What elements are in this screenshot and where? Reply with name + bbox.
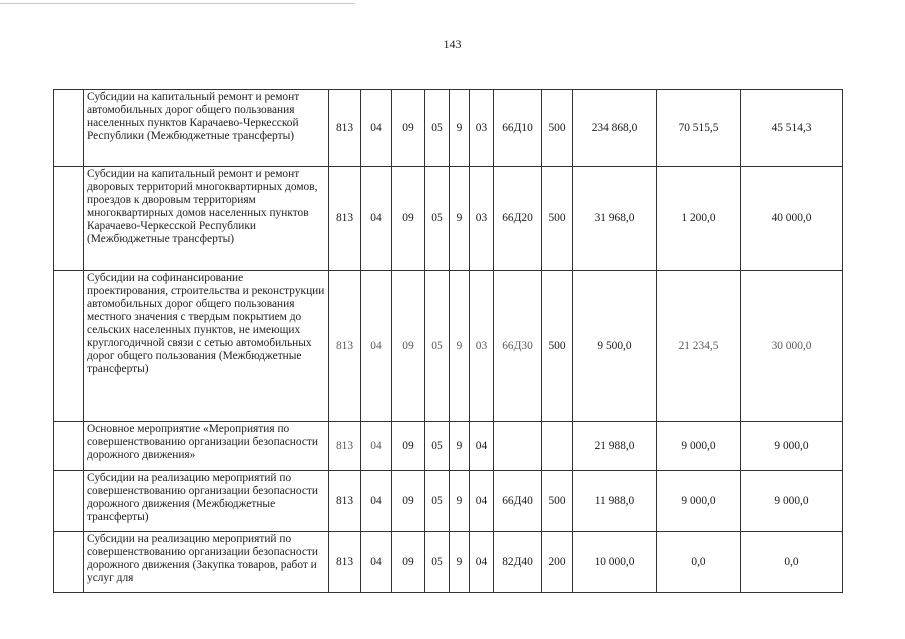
direction-code: 66Д20 [494,167,542,271]
expense-name: Субсидии на капитальный ремонт и ремонт автомобильных дорог общего пользования населенных пунктов Карачаево-Черкесской Республики (Межбюджетные трансферты) [84,90,329,167]
subprogram-code: 9 [450,471,470,532]
direction-code: 82Д40 [494,532,542,593]
amount-year-2: 1 200,0 [657,167,741,271]
subsection-code: 09 [392,532,425,593]
subsection-code: 09 [392,271,425,422]
subprogram-code: 9 [450,532,470,593]
amount-year-3: 9 000,0 [741,422,843,471]
program-code: 05 [425,422,450,471]
program-code: 05 [425,271,450,422]
subsection-code: 09 [392,90,425,167]
subprogram-code: 9 [450,422,470,471]
expense-type-code: 500 [542,271,573,422]
event-code: 04 [470,422,494,471]
subprogram-code: 9 [450,271,470,422]
ministry-code: 813 [329,271,361,422]
amount-year-3: 9 000,0 [741,471,843,532]
expense-name: Основное мероприятие «Мероприятия по совершенствованию организации безопасности дорожного движения» [84,422,329,471]
ministry-code: 813 [329,471,361,532]
section-code: 04 [361,532,392,593]
table-row [54,532,843,593]
table-row [54,471,843,532]
subsection-code: 09 [392,422,425,471]
program-code: 05 [425,90,450,167]
direction-code: 66Д40 [494,471,542,532]
subprogram-code: 9 [450,90,470,167]
amount-year-3: 30 000,0 [741,271,843,422]
event-code: 03 [470,271,494,422]
expense-name: Субсидии на капитальный ремонт и ремонт дворовых территорий многоквартирных домов, проездов к дворовым территориям многоквартирных домов населенных пунктов Карачаево-Черкесской Республики (Межбюджетные трансферты) [84,167,329,271]
amount-year-3: 40 000,0 [741,167,843,271]
table-row [54,167,843,271]
row-index-cell [54,167,84,271]
direction-code: 66Д30 [494,271,542,422]
ministry-code: 813 [329,422,361,471]
subsection-code: 09 [392,471,425,532]
expense-name: Субсидии на софинансирование проектирования, строительства и реконструкции автомобильных дорог общего пользования местного значения с твердым покрытием до сельских населенных пунктов, не имеющих круглогодичной связи с сетью автомобильных дорог общего пользования (Межбюджетные трансферты) [84,271,329,422]
section-code: 04 [361,271,392,422]
expense-type-code: 500 [542,471,573,532]
direction-code: 66Д10 [494,90,542,167]
expense-type-code [542,422,573,471]
section-code: 04 [361,90,392,167]
ministry-code: 813 [329,167,361,271]
subsection-code: 09 [392,167,425,271]
table-row [54,422,843,471]
expense-type-code: 200 [542,532,573,593]
table-row [54,271,843,422]
direction-code [494,422,542,471]
program-code: 05 [425,167,450,271]
amount-year-3: 45 514,3 [741,90,843,167]
event-code: 03 [470,167,494,271]
section-code: 04 [361,422,392,471]
amount-year-1: 9 500,0 [573,271,657,422]
event-code: 04 [470,532,494,593]
expense-type-code: 500 [542,90,573,167]
amount-year-1: 10 000,0 [573,532,657,593]
ministry-code: 813 [329,90,361,167]
expense-name: Субсидии на реализацию мероприятий по совершенствованию организации безопасности дорожного движения (Закупка товаров, работ и услуг для [84,532,329,593]
budget-table [53,89,843,593]
row-index-cell [54,532,84,593]
row-index-cell [54,471,84,532]
amount-year-3: 0,0 [741,532,843,593]
table-row [54,90,843,167]
page-number: 143 [443,37,462,51]
amount-year-1: 31 968,0 [573,167,657,271]
subprogram-code: 9 [450,167,470,271]
event-code: 03 [470,90,494,167]
row-index-cell [54,422,84,471]
amount-year-1: 21 988,0 [573,422,657,471]
section-code: 04 [361,471,392,532]
amount-year-1: 11 988,0 [573,471,657,532]
section-code: 04 [361,167,392,271]
program-code: 05 [425,532,450,593]
amount-year-1: 234 868,0 [573,90,657,167]
amount-year-2: 70 515,5 [657,90,741,167]
amount-year-2: 9 000,0 [657,422,741,471]
event-code: 04 [470,471,494,532]
expense-name: Субсидии на реализацию мероприятий по совершенствованию организации безопасности дорожного движения (Межбюджетные трансферты) [84,471,329,532]
ministry-code: 813 [329,532,361,593]
program-code: 05 [425,471,450,532]
row-index-cell [54,271,84,422]
row-index-cell [54,90,84,167]
amount-year-2: 21 234,5 [657,271,741,422]
amount-year-2: 0,0 [657,532,741,593]
amount-year-2: 9 000,0 [657,471,741,532]
scan-edge-line [0,3,355,4]
expense-type-code: 500 [542,167,573,271]
